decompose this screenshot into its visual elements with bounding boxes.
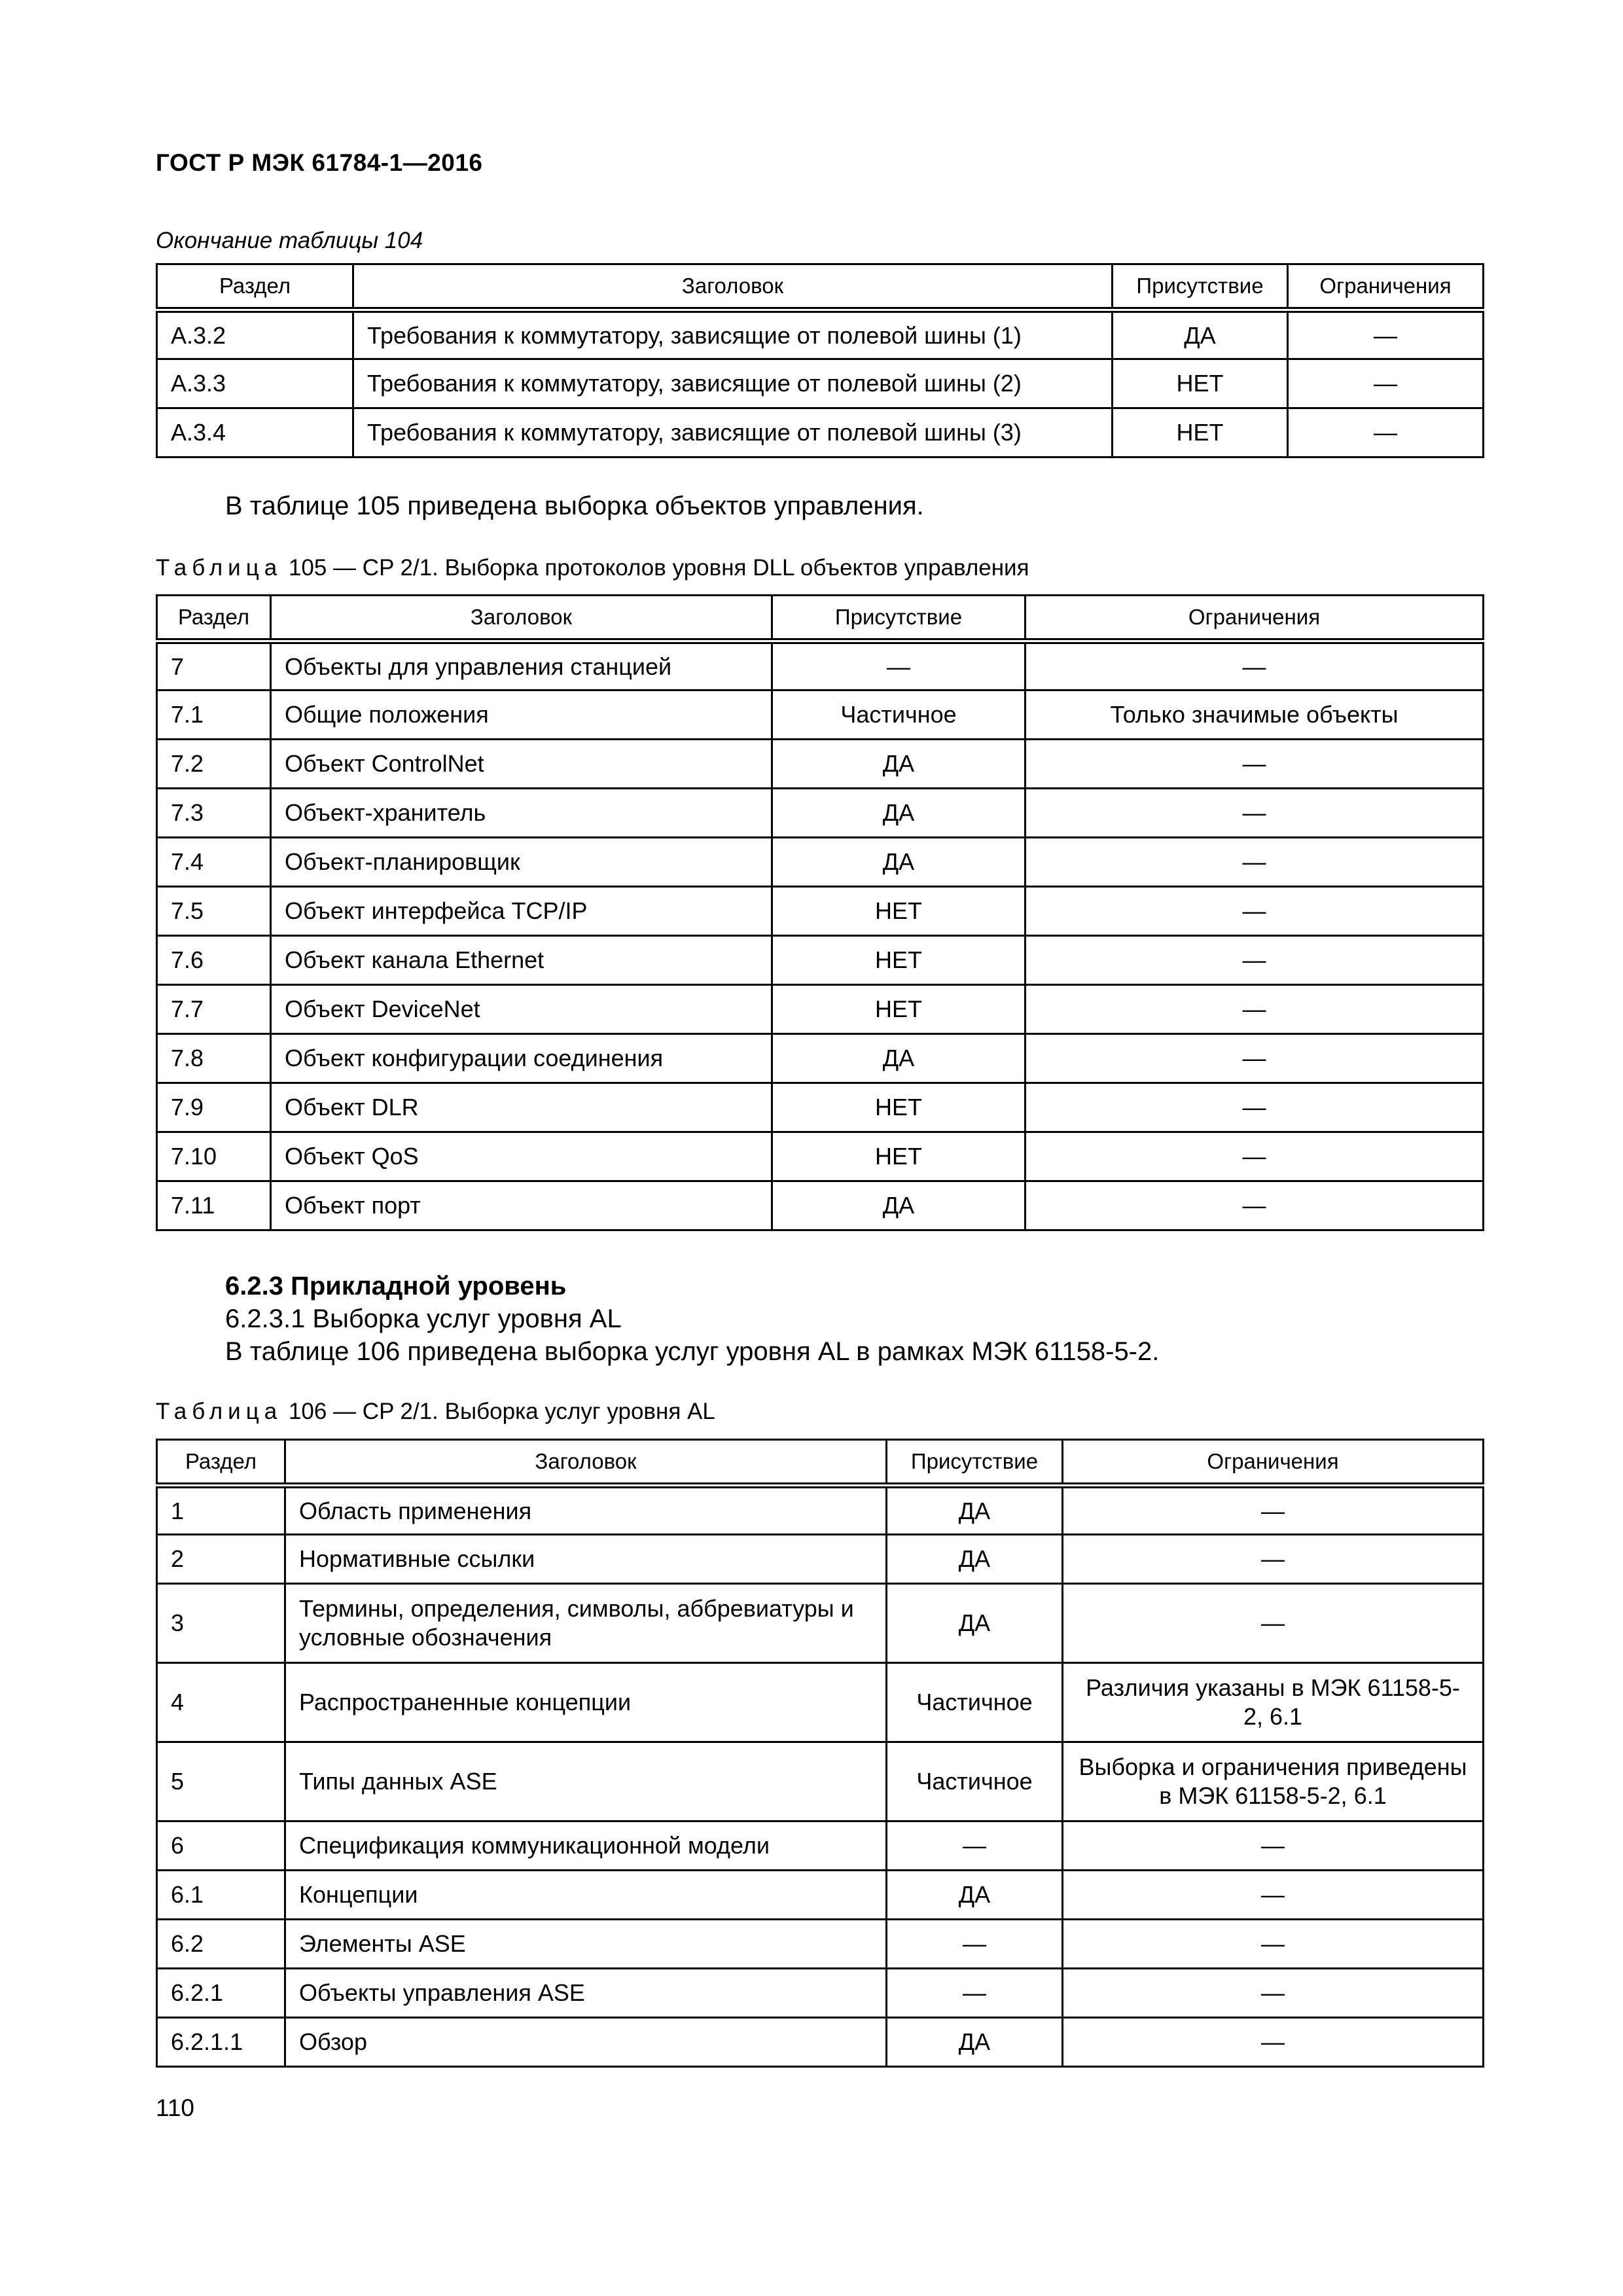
cell-restrictions: — (1026, 1034, 1484, 1083)
table-row (157, 691, 1484, 740)
cell-title: Нормативные ссылки (285, 1535, 887, 1584)
column-header-section: Раздел (157, 1440, 285, 1486)
cell-section: 6.2.1 (157, 1969, 285, 2018)
cell-presence: ДА (772, 1034, 1026, 1083)
cell-title: Объект DLR (271, 1083, 772, 1132)
cell-restrictions: — (1026, 641, 1484, 691)
cell-section: 7.7 (157, 985, 271, 1034)
table-row (157, 1821, 1484, 1871)
cell-presence: ДА (887, 2018, 1063, 2067)
cell-presence: НЕТ (1113, 359, 1288, 408)
table-104-caption: Окончание таблицы 104 (156, 228, 423, 253)
cell-restrictions: — (1063, 1920, 1484, 1969)
cell-restrictions: — (1026, 1083, 1484, 1132)
table-row (157, 1969, 1484, 2018)
cell-section: 7.9 (157, 1083, 271, 1132)
cell-section: 7.5 (157, 887, 271, 936)
cell-title: Спецификация коммуникационной модели (285, 1821, 887, 1871)
column-header-section: Раздел (157, 264, 353, 310)
cell-restrictions: Только значимые объекты (1026, 691, 1484, 740)
cell-section: 2 (157, 1535, 285, 1584)
table-row (157, 1920, 1484, 1969)
cell-presence: Частичное (887, 1742, 1063, 1821)
cell-title: Термины, определения, символы, аббревиатуры и условные обозначения (285, 1584, 887, 1663)
cell-presence: ДА (772, 740, 1026, 789)
column-header-restrictions: Ограничения (1288, 264, 1484, 310)
table-row (157, 408, 1484, 457)
cell-presence: ДА (887, 1871, 1063, 1920)
cell-title: Объект интерфейса TCP/IP (271, 887, 772, 936)
cell-title: Объект DeviceNet (271, 985, 772, 1034)
column-header-title: Заголовок (271, 596, 772, 641)
cell-section: 6.2.1.1 (157, 2018, 285, 2067)
cell-title: Общие положения (271, 691, 772, 740)
table-104 (156, 263, 1484, 458)
cell-section: 7.2 (157, 740, 271, 789)
section-heading: 6.2.3 Прикладной уровень (225, 1272, 567, 1300)
cell-restrictions: — (1063, 1969, 1484, 2018)
cell-restrictions: — (1063, 2018, 1484, 2067)
cell-restrictions: — (1026, 838, 1484, 887)
cell-restrictions: — (1063, 1486, 1484, 1535)
table-row (157, 1486, 1484, 1535)
cell-restrictions: Выборка и ограничения приведены в МЭК 61158-5-2, 6.1 (1063, 1742, 1484, 1821)
cell-restrictions: — (1026, 1181, 1484, 1230)
column-header-presence: Присутствие (1113, 264, 1288, 310)
cell-title: Требования к коммутатору, зависящие от полевой шины (1) (353, 310, 1113, 359)
cell-title: Обзор (285, 2018, 887, 2067)
document-header: ГОСТ Р МЭК 61784-1—2016 (156, 149, 483, 176)
section-paragraph: В таблице 106 приведена выборка услуг уровня AL в рамках МЭК 61158-5-2. (225, 1337, 1160, 1366)
cell-restrictions: — (1288, 310, 1484, 359)
table-row (157, 1584, 1484, 1663)
cell-section: 6.1 (157, 1871, 285, 1920)
cell-title: Объект ControlNet (271, 740, 772, 789)
column-header-presence: Присутствие (887, 1440, 1063, 1486)
cell-presence: ДА (887, 1535, 1063, 1584)
cell-presence: НЕТ (772, 1132, 1026, 1181)
table-header-row (157, 1440, 1484, 1486)
cell-restrictions: — (1288, 359, 1484, 408)
table-row (157, 985, 1484, 1034)
table-row (157, 2018, 1484, 2067)
table-label: Таблица (156, 555, 283, 581)
table-row (157, 1034, 1484, 1083)
cell-title: Распространенные концепции (285, 1663, 887, 1742)
table-row (157, 1663, 1484, 1742)
cell-section: 6.2 (157, 1920, 285, 1969)
column-header-restrictions: Ограничения (1063, 1440, 1484, 1486)
subsection-heading: 6.2.3.1 Выборка услуг уровня AL (225, 1304, 622, 1333)
table-row (157, 1535, 1484, 1584)
cell-restrictions: — (1063, 1535, 1484, 1584)
cell-presence: — (887, 1969, 1063, 2018)
cell-section: A.3.3 (157, 359, 353, 408)
cell-section: 7.8 (157, 1034, 271, 1083)
cell-restrictions: — (1063, 1871, 1484, 1920)
cell-title: Область применения (285, 1486, 887, 1535)
cell-title: Типы данных ASE (285, 1742, 887, 1821)
cell-title: Объект QoS (271, 1132, 772, 1181)
table-row (157, 936, 1484, 985)
cell-section: 1 (157, 1486, 285, 1535)
cell-title: Концепции (285, 1871, 887, 1920)
table-label: Таблица (156, 1399, 283, 1424)
cell-restrictions: — (1288, 408, 1484, 457)
cell-section: A.3.2 (157, 310, 353, 359)
cell-presence: — (887, 1920, 1063, 1969)
cell-restrictions: Различия указаны в МЭК 61158-5-2, 6.1 (1063, 1663, 1484, 1742)
column-header-title: Заголовок (353, 264, 1113, 310)
cell-presence: ДА (772, 789, 1026, 838)
table-row (157, 1742, 1484, 1821)
table-row (157, 359, 1484, 408)
cell-presence: ДА (1113, 310, 1288, 359)
cell-title: Объект канала Ethernet (271, 936, 772, 985)
table-row (157, 641, 1484, 691)
cell-section: A.3.4 (157, 408, 353, 457)
table-row (157, 310, 1484, 359)
cell-title: Требования к коммутатору, зависящие от полевой шины (3) (353, 408, 1113, 457)
cell-restrictions: — (1063, 1821, 1484, 1871)
column-header-title: Заголовок (285, 1440, 887, 1486)
cell-restrictions: — (1026, 936, 1484, 985)
cell-restrictions: — (1026, 985, 1484, 1034)
cell-presence: ДА (887, 1584, 1063, 1663)
cell-section: 7.1 (157, 691, 271, 740)
cell-section: 7 (157, 641, 271, 691)
cell-presence: НЕТ (772, 887, 1026, 936)
cell-section: 7.6 (157, 936, 271, 985)
table-row (157, 740, 1484, 789)
cell-title: Объекты управления ASE (285, 1969, 887, 2018)
cell-restrictions: — (1026, 740, 1484, 789)
cell-restrictions: — (1026, 887, 1484, 936)
column-header-presence: Присутствие (772, 596, 1026, 641)
cell-section: 4 (157, 1663, 285, 1742)
cell-title: Объект-планировщик (271, 838, 772, 887)
table-header-row (157, 264, 1484, 310)
cell-presence: НЕТ (772, 1083, 1026, 1132)
cell-title: Объект-хранитель (271, 789, 772, 838)
table-row (157, 789, 1484, 838)
cell-presence: НЕТ (1113, 408, 1288, 457)
table-row (157, 887, 1484, 936)
cell-presence: Частичное (887, 1663, 1063, 1742)
cell-title: Объект порт (271, 1181, 772, 1230)
table-row (157, 1083, 1484, 1132)
cell-presence: ДА (887, 1486, 1063, 1535)
table-row (157, 1181, 1484, 1230)
cell-section: 7.11 (157, 1181, 271, 1230)
cell-section: 7.10 (157, 1132, 271, 1181)
cell-presence: НЕТ (772, 985, 1026, 1034)
cell-title: Элементы ASE (285, 1920, 887, 1969)
table-header-row (157, 596, 1484, 641)
table-row (157, 1871, 1484, 1920)
table-105 (156, 594, 1484, 1231)
table-106-caption (156, 1399, 715, 1425)
cell-restrictions: — (1026, 789, 1484, 838)
page-number: 110 (156, 2094, 194, 2121)
intro-paragraph-105: В таблице 105 приведена выборка объектов управления. (225, 492, 924, 520)
cell-restrictions: — (1063, 1584, 1484, 1663)
cell-section: 3 (157, 1584, 285, 1663)
table-row (157, 1132, 1484, 1181)
table-105-caption (156, 555, 1029, 581)
cell-presence: — (772, 641, 1026, 691)
table-title: 106 — CP 2/1. Выборка услуг уровня AL (282, 1399, 715, 1424)
cell-presence: — (887, 1821, 1063, 1871)
cell-section: 7.3 (157, 789, 271, 838)
cell-section: 7.4 (157, 838, 271, 887)
table-106 (156, 1439, 1484, 2068)
cell-presence: НЕТ (772, 936, 1026, 985)
column-header-section: Раздел (157, 596, 271, 641)
cell-title: Объект конфигурации соединения (271, 1034, 772, 1083)
column-header-restrictions: Ограничения (1026, 596, 1484, 641)
cell-section: 6 (157, 1821, 285, 1871)
cell-title: Объекты для управления станцией (271, 641, 772, 691)
cell-section: 5 (157, 1742, 285, 1821)
cell-title: Требования к коммутатору, зависящие от полевой шины (2) (353, 359, 1113, 408)
cell-restrictions: — (1026, 1132, 1484, 1181)
cell-presence: ДА (772, 1181, 1026, 1230)
table-row (157, 838, 1484, 887)
cell-presence: ДА (772, 838, 1026, 887)
table-title: 105 — CP 2/1. Выборка протоколов уровня DLL объектов управления (282, 555, 1029, 581)
cell-presence: Частичное (772, 691, 1026, 740)
